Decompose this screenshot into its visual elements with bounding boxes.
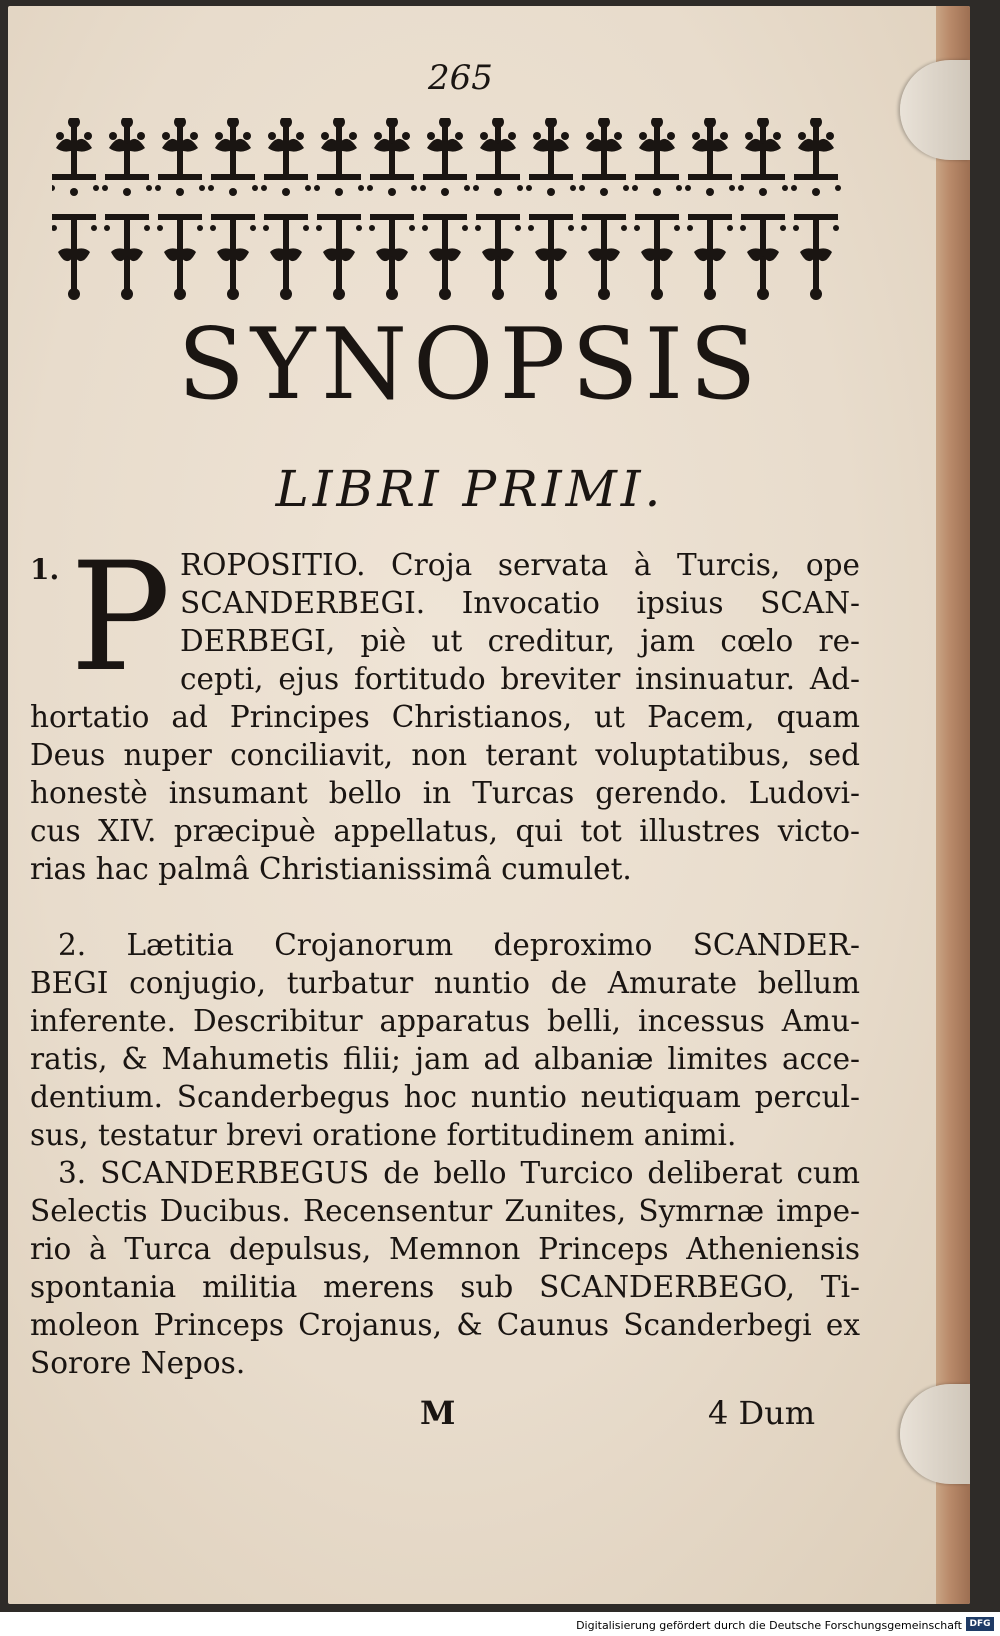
catchword: 4 Dum <box>708 1394 816 1432</box>
text-line: honestè insumant bello in Turcas gerendo. Ludovi- <box>30 776 860 810</box>
text-line: ROPOSITIO. Croja servata à Turcis, ope <box>180 548 860 582</box>
signature-mark: M <box>420 1394 456 1432</box>
text-line: Sorore Nepos. <box>30 1346 246 1380</box>
text-line: cepti, ejus fortitudo breviter insinuatur. Ad- <box>180 662 860 696</box>
page-number: 265 <box>428 58 493 98</box>
text-line: 2. Lætitia Crojanorum deproximo SCANDER- <box>58 928 860 962</box>
ornament-border <box>52 118 862 318</box>
text-line: sus, testatur brevi oratione fortitudinem animi. <box>30 1118 737 1152</box>
text-line: rias hac palmâ Christianissimâ cumulet. <box>30 852 632 886</box>
text-line: ratis, & Mahumetis filii; jam ad albaniæ limites acce- <box>30 1042 860 1076</box>
paragraph-number: 1. <box>30 553 60 586</box>
text-line: DERBEGI, piè ut creditur, jam cœlo re- <box>180 624 860 658</box>
text-line: cus XIV. præcipuè appellatus, qui tot illustres victo- <box>30 814 860 848</box>
page-title: SYNOPSIS <box>177 308 763 422</box>
text-line: moleon Princeps Crojanus, & Caunus Scanderbegi ex <box>30 1308 860 1342</box>
text-line: dentium. Scanderbegus hoc nuntio neutiquam percul- <box>30 1080 860 1114</box>
text-line: rio à Turca depulsus, Memnon Princeps Atheniensis <box>30 1232 860 1266</box>
text-line: inferente. Describitur apparatus belli, incessus Amu- <box>30 1004 860 1038</box>
text-line: SCANDERBEGI. Invocatio ipsius SCAN- <box>180 586 860 620</box>
dfg-logo: DFG <box>966 1617 994 1631</box>
page-tab-bottom <box>900 1384 970 1484</box>
page-edge <box>936 6 970 1604</box>
digitization-credit: Digitalisierung gefördert durch die Deutsche Forschungsgemeinschaft <box>576 1619 962 1632</box>
book-page <box>8 6 970 1604</box>
page-subtitle: LIBRI PRIMI. <box>275 460 665 518</box>
text-line: hortatio ad Principes Christianos, ut Pacem, quam <box>30 700 860 734</box>
text-line: 3. SCANDERBEGUS de bello Turcico deliberat cum <box>58 1156 860 1190</box>
drop-cap: P <box>70 531 171 705</box>
text-line: BEGI conjugio, turbatur nuntio de Amurate bellum <box>30 966 860 1000</box>
text-line: Deus nuper conciliavit, non terant voluptatibus, sed <box>30 738 860 772</box>
text-line: spontania militia merens sub SCANDERBEGO, Ti- <box>30 1270 860 1304</box>
page-tab-top <box>900 60 970 160</box>
text-line: Selectis Ducibus. Recensentur Zunites, Symrnæ impe- <box>30 1194 860 1228</box>
